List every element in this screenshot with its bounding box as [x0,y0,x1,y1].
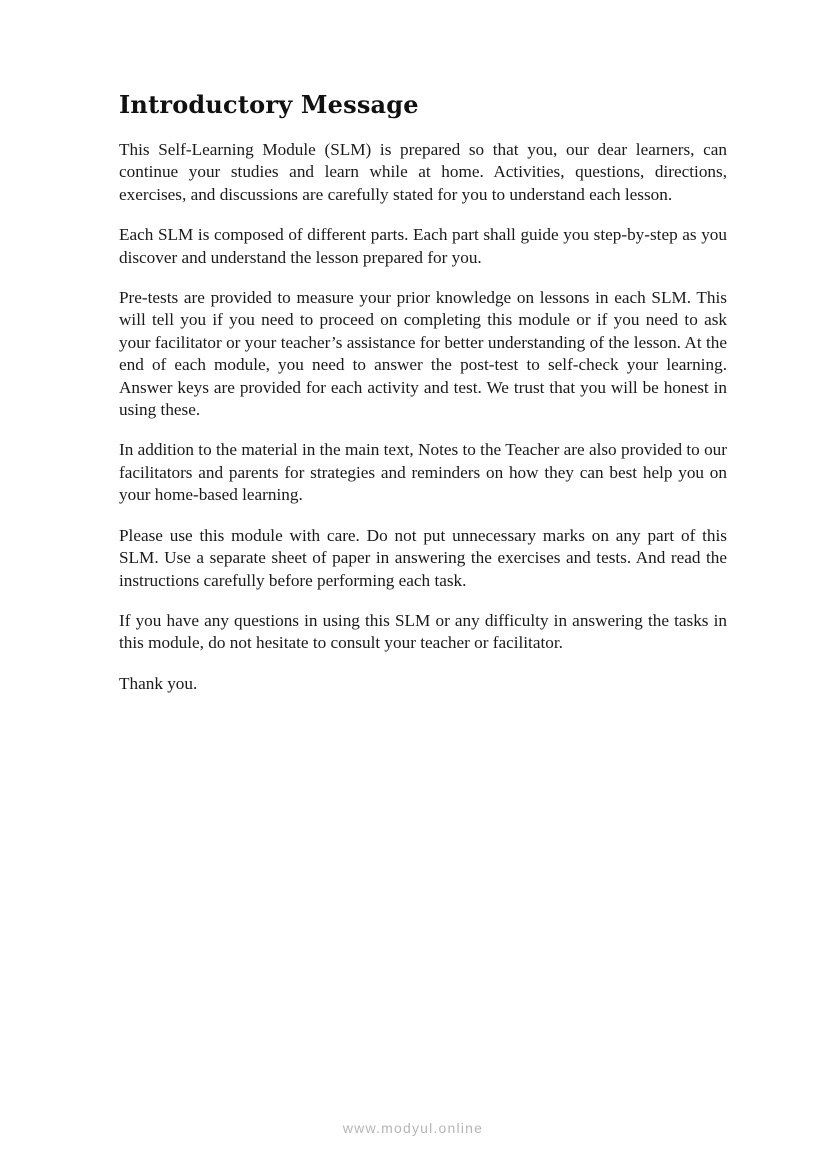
paragraph-3: Pre-tests are provided to measure your prior knowledge on lessons in each SLM. This will tell you if you need to proceed on completing this module or if you need to ask your facilitator or your teacher’s assistance for better understanding of the lesson. At the end of each module, you need to answer the post-test to self-check your learning. Answer keys are provided for each activity and test. We trust that you will be honest in using these. [119,288,727,420]
paragraph-2: Each SLM is composed of different parts. Each part shall guide you step-by-step as you discover and understand the lesson prepared for you. [119,225,727,267]
paragraph-1: This Self-Learning Module (SLM) is prepared so that you, our dear learners, can continue your studies and learn while at home. Activities, questions, directions, exercises, and discussions are carefully stated for you to understand each lesson. [119,140,727,204]
paragraph-6: If you have any questions in using this SLM or any difficulty in answering the tasks in this module, do not hesitate to consult your teacher or facilitator. [119,610,727,653]
paragraph-5: Please use this module with care. Do not put unnecessary marks on any part of this SLM. Use a separate sheet of paper in answering the exercises and tests. And read the instructions carefully before performing each task. [119,525,727,590]
footer-watermark: www.modyul.online [342,1120,484,1136]
page-title: Introductory Message [119,90,419,119]
document-body [119,90,727,695]
paragraph-closing: Thank you. [119,673,198,693]
paragraph-4: In addition to the material in the main text, Notes to the Teacher are also provided to our facilitators and parents for strategies and reminders on how they can best help you on your home-based learning. [119,440,727,505]
